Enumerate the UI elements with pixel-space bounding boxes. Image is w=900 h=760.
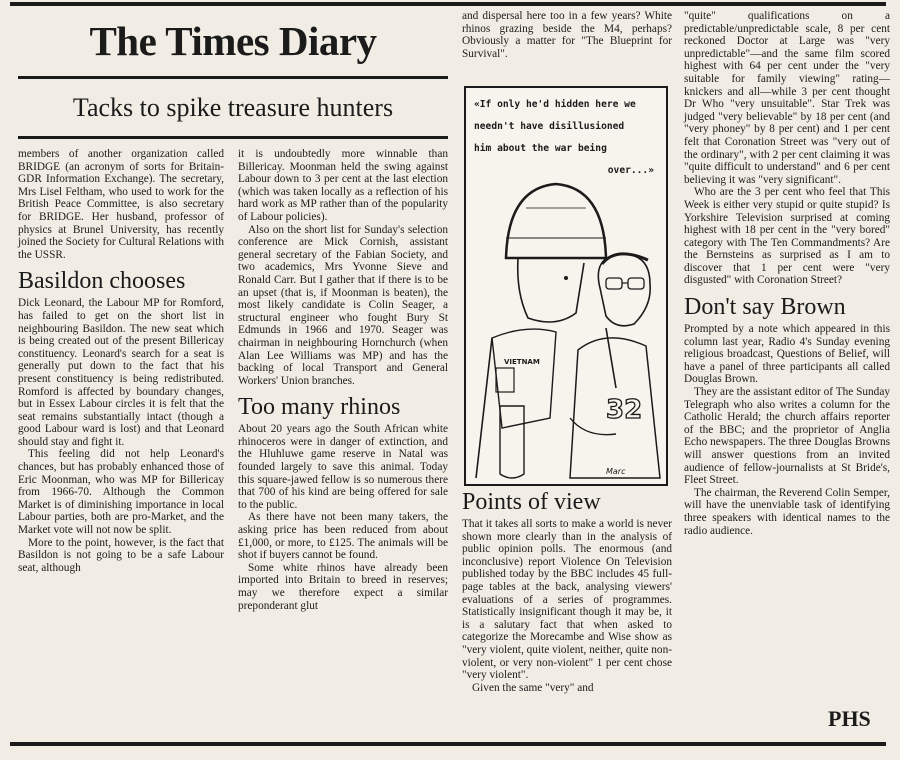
soldier-face (518, 258, 584, 322)
soldier-helmet (506, 184, 606, 258)
col1-paragraph: This feeling did not help Leonard's chances, but has probably enhanced those of Eric Moonman, who was MP for Billericay from 1966-70. Although the Common Market is of diminishing importance in local Labour parties, both are pro-Market, and the Market vote will not now be split. (18, 448, 224, 537)
heading-too-many-rhinos: Too many rhinos (238, 394, 401, 421)
heading-dont-say-brown: Don't say Brown (684, 294, 846, 321)
uniform-label: VIETNAM (504, 358, 540, 366)
column-2 (238, 148, 448, 612)
col2-paragraph: About 20 years ago the South African white rhinoceros were in danger of extinction, and the Hluhluwe game reserve in Natal was founded largely to save this animal. Today this square-jawed fellow is so numerous there that 700 of his kind are being offered for sale to the public. (238, 423, 448, 511)
col3-paragraph: Given the same "very" and (472, 681, 594, 694)
col2-paragraph: Some white rhinos have already been imported into Britain to breed in reserves; may we therefore expect a similar preponderant glut (238, 561, 448, 612)
soldier-pocket (496, 368, 514, 392)
boy-head (598, 254, 650, 326)
cartoon-caption (474, 94, 660, 182)
headline: Tacks to spike treasure hunters (72, 93, 394, 122)
cartoon-caption-line: needn't have disillusioned (474, 121, 625, 132)
heading-basildon-chooses: Basildon chooses (18, 268, 186, 295)
column-3-top (462, 10, 672, 60)
col4-paragraph: Who are the 3 per cent who feel that This Week is either very stupid or quite stupid? Is Yorkshire Television surprised at coming highest with 18 per cent in the "very bored" category with The Ten Commandments? Are the Bernsteins as surprised as I am to discover that 1 per cent were "very disgusted" with Coronation Street? (684, 186, 890, 287)
col4-paragraph: The chairman, the Reverend Colin Semper, will have the unenviable task of identifying three speakers with identical names to the radio audience. (684, 486, 890, 537)
soldier-body (476, 328, 616, 478)
top-rule (10, 2, 886, 6)
masthead-rule (18, 76, 448, 79)
cartoon (464, 86, 668, 486)
cartoon-caption-line: him about the war being (474, 143, 607, 154)
cartoonist-signature: Marc (606, 467, 626, 476)
col3-paragraph: That it takes all sorts to make a world is never shown more clearly than in the analysis of public opinion polls. The enormous (and inconclusive) report Violence On Television published today by the BBC includes 45 full-page tables at the back, analysing viewers' evaluations of a series of programmes. Statistically insignificant though it may be, it is a salutary fact that when asked to categorize the Morecambe and Wise show as "very violent, quite violent, neither, quite non-violent, or very non-violent" 1 per cent chose "very violent". (462, 518, 672, 682)
headline-rule (18, 136, 448, 139)
boy-glasses-right (628, 278, 644, 289)
soldier-canteen (500, 406, 524, 478)
shirt-number: 32 (606, 395, 643, 425)
col1-intro: members of another organization called BRIDGE (an acronym of sorts for Britain-GDR Information Exchange). The secretary, Mrs Lisel Feltham, who used to work for the British Peace Committee, is also secretary for BRIDGE. Her husband, professor of physics at Brunel University, has recently joined the Society for Cultural Relations with the USSR. (18, 148, 224, 261)
column-4 (684, 10, 890, 537)
column-3-bottom (462, 488, 672, 694)
masthead-title: The Times Diary (89, 18, 377, 64)
column-1 (18, 148, 224, 574)
signoff: PHS (828, 706, 871, 731)
heading-points-of-view: Points of view (462, 489, 601, 515)
boy-glasses-left (606, 278, 622, 289)
col4-paragraph: "quite" qualifications on a predictable/unpredictable scale, 8 per cent reckoned Doctor at Large was "very unpredictable"—and the same film scored highest with 64 per cent under the "very suitable for family viewing" rating—knickers and all—while 3 per cent thought Dr Who "very unsuitable". Star Trek was judged "very believable" by 18 per cent (and "very phoney" by 8 per cent) and 1 per cent felt that Coronation Street was "very out of the ordinary", with 2 per cent claiming it was "quite difficult to understand" and 6 per cent believing it was "very significant". (684, 10, 890, 186)
col4-paragraph: They are the assistant editor of The Sunday Telegraph who also writes a column for the Catholic Herald; the church affairs reporter of the BBC; and the proprietor of Anglia Echo newspapers. The three Douglas Browns will answer questions from an invited audience of fellow-journalists at St Bride's, Fleet Street. (684, 386, 890, 487)
cartoon-caption-line: over...» (607, 165, 654, 176)
col2-paragraph: it is undoubtedly more winnable than Billericay. Moonman held the swing against Labour down to 3 per cent at the last election (which was taken locally as a reflection of his hard work as MP rather than of the popularity of Labour policies). (238, 148, 448, 223)
soldier-eye (564, 276, 568, 280)
col1-paragraph: More to the point, however, is the fact that Basildon is not going to be a safe Labour seat, although (18, 536, 224, 574)
col2-paragraph: Also on the short list for Sunday's selection conference are Mick Cornish, assistant general secretary of the Fabian Society, and two academics, Mrs Yvonne Sieve and Ronald Carr. But I gather that if there is to be an upset (that is, if Moonman is beaten), the most likely candidate is Colin Seager, a structural engineer who fought Bury St Edmunds in 1966 and 1970. Seager was chairman in neighbouring Hornchurch (when Alan Lee Williams was MP) and has the backing of local Transport and General Workers' Union branches. (238, 223, 448, 387)
col3-top-paragraph: and dispersal here too in a few years? White rhinos grazing beside the M4, perhaps? Obviously a matter for "The Blueprint for Survival". (462, 10, 672, 60)
bottom-rule (10, 742, 886, 746)
col4-paragraph: Prompted by a note which appeared in this column last year, Radio 4's Sunday evening religious broadcast, Questions of Belief, will have a panel of three participants all called Douglas Brown. (684, 323, 890, 386)
col1-paragraph: Dick Leonard, the Labour MP for Romford, has failed to get on the short list in neighbouring Basildon. The new seat which is being created out of the present Billericay constituency. Leonard's search for a seat is generally put down to the fact that his present constituency is being redistributed. Romford is affected by boundary changes, but in Essex Labour circles it is felt that the seat remains substantially intact (though a good Labour ward is lost) and that Leonard should stay and fight it. (18, 297, 224, 448)
col2-paragraph: As there have not been many takers, the asking price has been reduced from about £1,000, or more, to £125. The animals will be shot if buyers cannot be found. (238, 511, 448, 562)
cartoon-caption-line: «If only he'd hidden here we (474, 99, 636, 110)
